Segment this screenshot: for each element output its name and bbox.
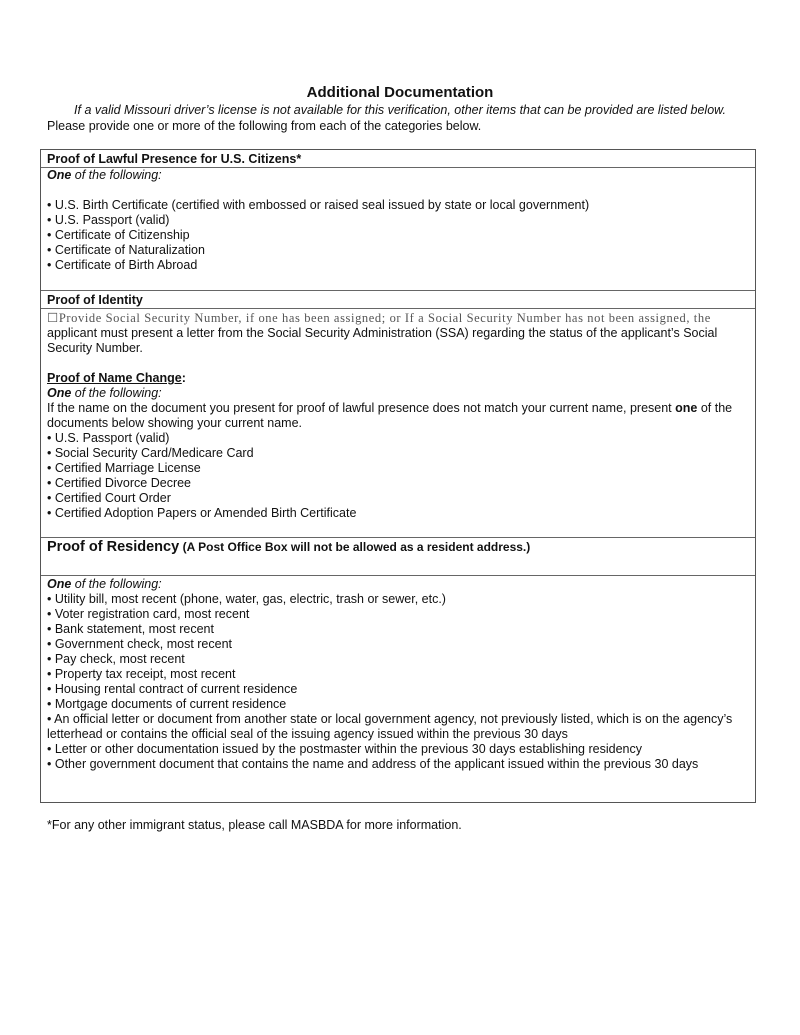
- requirements-table: [40, 149, 756, 803]
- residency-note: (A Post Office Box will not be allowed as a resident address.): [182, 540, 531, 554]
- name-change-description: [47, 401, 749, 431]
- list-item: • Letter or other documentation issued by the postmaster within the previous 30 days establishing residency: [47, 742, 642, 756]
- list-item: • Certified Adoption Papers or Amended Birth Certificate: [47, 506, 357, 520]
- list-item: • U.S. Passport (valid): [47, 431, 170, 445]
- list-item: • Certificate of Citizenship: [47, 228, 190, 242]
- list-item: • Certificate of Naturalization: [47, 243, 205, 257]
- desc-text: If the name on the document you present for proof of lawful presence does not match your current name, present: [47, 401, 676, 415]
- list-item: • Housing rental contract of current residence: [47, 682, 298, 696]
- ssn-text: Provide Social Security Number, if one has been assigned; or If a Social Security Number has not been assigned, the: [58, 311, 711, 325]
- residency-header-row: [41, 538, 755, 576]
- list-item: • Mortgage documents of current residence: [47, 697, 287, 711]
- identity-header: Proof of Identity: [41, 291, 755, 309]
- residency-section: [41, 576, 755, 802]
- list-item: • U.S. Passport (valid): [47, 213, 170, 227]
- list-item: • Certificate of Birth Abroad: [47, 258, 198, 272]
- list-item: • Voter registration card, most recent: [47, 607, 250, 621]
- residency-header: Proof of Residency: [47, 539, 180, 555]
- desc-text: of the documents below showing your current name.: [47, 401, 733, 430]
- ssa-letter-text: applicant must present a letter from the Social Security Administration (SSA) regarding the status of the applicant’s Social Security Number.: [47, 326, 718, 355]
- list-item: • Certified Court Order: [47, 491, 171, 505]
- list-item: • An official letter or document from another state or local government agency, not previously listed, which is on the agency’s letterhead or contains the official seal of the issuing agency issued within the previous 30 days: [47, 712, 733, 741]
- desc-bold: one: [675, 401, 698, 415]
- of-following-label: of the following:: [71, 577, 162, 591]
- list-item: • Other government document that contains the name and address of the applicant issued within the previous 30 days: [47, 757, 699, 771]
- one-label: One: [47, 168, 72, 182]
- checkbox-icon: ☐: [47, 311, 59, 325]
- list-item: • Government check, most recent: [47, 637, 233, 651]
- list-item: • Utility bill, most recent (phone, water, gas, electric, trash or sewer, etc.): [47, 592, 446, 606]
- colon: :: [181, 371, 186, 385]
- lawful-presence-header: Proof of Lawful Presence for U.S. Citizens*: [41, 150, 755, 168]
- page-title: Additional Documentation: [306, 84, 494, 101]
- one-label: One: [47, 577, 72, 591]
- list-item: • Bank statement, most recent: [47, 622, 214, 636]
- lawful-presence-section: [41, 168, 755, 291]
- list-item: • U.S. Birth Certificate (certified with embossed or raised seal issued by state or local government): [47, 198, 590, 212]
- intro-italic: If a valid Missouri driver’s license is not available for this verification, other items that can be provided are listed below.: [74, 103, 726, 117]
- one-label: One: [47, 386, 72, 400]
- of-following-label: of the following:: [71, 168, 162, 182]
- list-item: • Property tax receipt, most recent: [47, 667, 236, 681]
- intro-text: Please provide one or more of the following from each of the categories below.: [47, 119, 482, 133]
- identity-section: [41, 309, 755, 538]
- list-item: • Social Security Card/Medicare Card: [47, 446, 254, 460]
- list-item: • Pay check, most recent: [47, 652, 185, 666]
- name-change-header: Proof of Name Change: [47, 371, 182, 385]
- list-item: • Certified Marriage License: [47, 461, 201, 475]
- footnote: *For any other immigrant status, please call MASBDA for more information.: [47, 818, 462, 832]
- of-following-label: of the following:: [71, 386, 162, 400]
- list-item: • Certified Divorce Decree: [47, 476, 192, 490]
